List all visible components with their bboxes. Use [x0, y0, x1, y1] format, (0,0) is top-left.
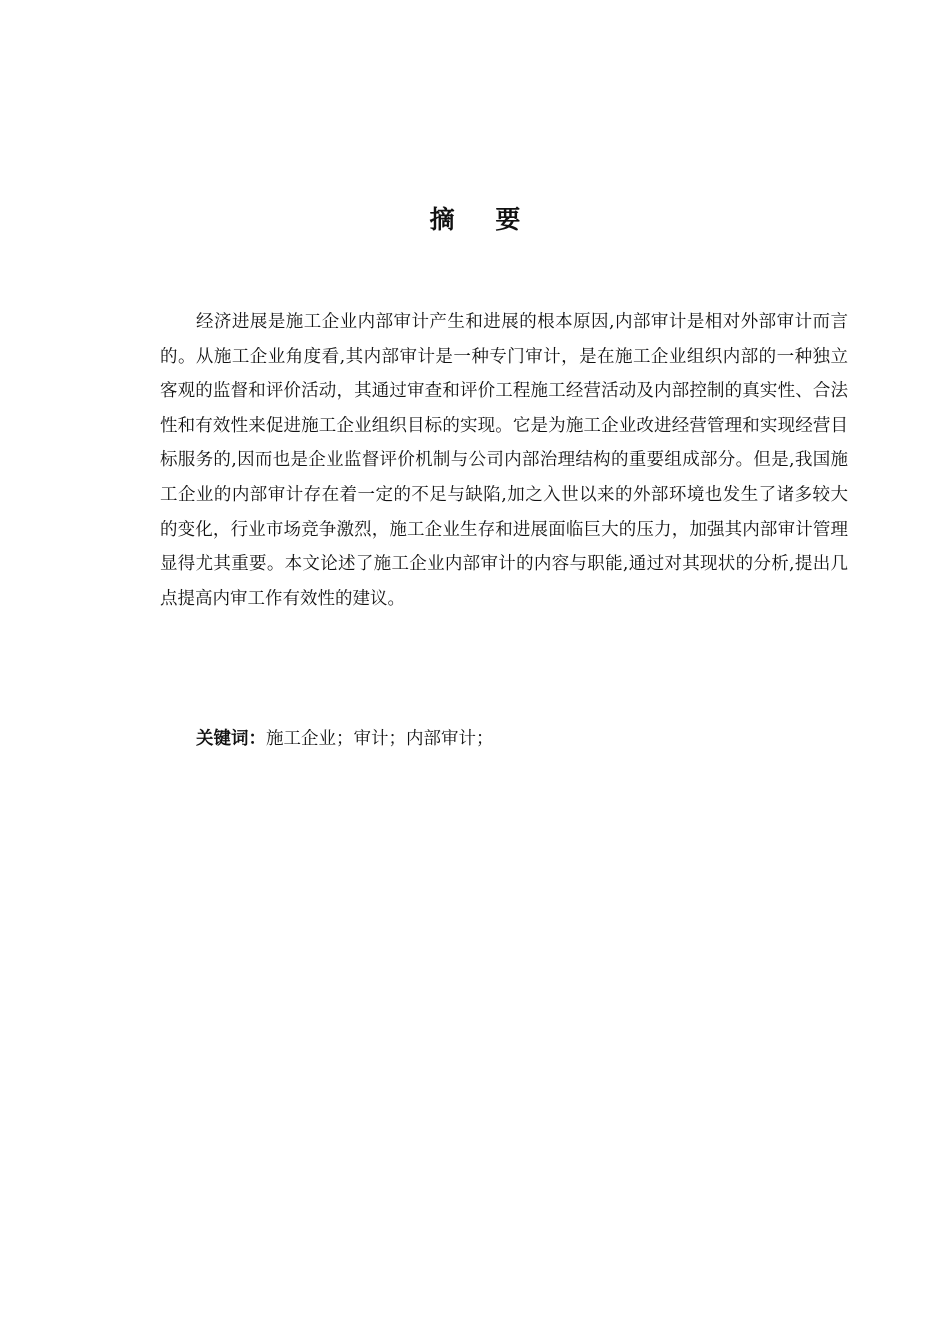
page-title: 摘 要	[429, 205, 537, 234]
abstract-paragraph: 经济进展是施工企业内部审计产生和进展的根本原因,内部审计是相对外部审计而言的。从施工企业角度看,其内部审计是一种专门审计，是在施工企业组织内部的一种独立客观的监督和评价活动，其通过审查和评价工程施工经营活动及内部控制的真实性、合法性和有效性来促进施工企业组织目标的实现。它是为施工企业改进经营管理和实现经营目标服务的,因而也是企业监督评价机制与公司内部治理结构的重要组成部分。但是,我国施工企业的内部审计存在着一定的不足与缺陷,加之入世以来的外部环境也发生了诸多较大的变化，行业市场竞争激烈，施工企业生存和进展面临巨大的压力，加强其内部审计管理显得尤其重要。本文论述了施工企业内部审计的内容与职能,通过对其现状的分析,提出几点提高内审工作有效性的建议。	[160, 312, 848, 609]
keywords-value: 施工企业；审计；内部审计；	[266, 729, 494, 749]
keywords-line	[196, 722, 846, 756]
keywords-label: 关键词：	[196, 729, 266, 749]
